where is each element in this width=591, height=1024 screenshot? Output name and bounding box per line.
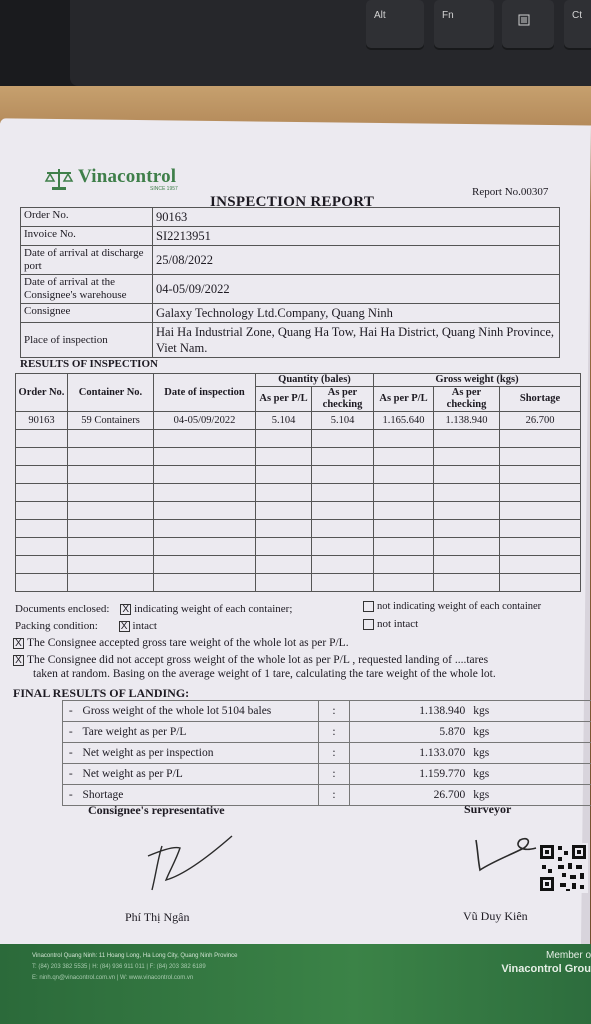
final-label: Tare weight as per P/L: [79, 722, 319, 743]
final-value: 1.159.770: [349, 764, 469, 785]
inspection-results-table: [15, 373, 581, 592]
final-label: Net weight as per inspection: [79, 743, 319, 764]
cell-qty-checking: 5.104: [312, 412, 374, 430]
final-dash: -: [63, 722, 79, 743]
table-row-empty: [16, 484, 581, 502]
laptop-keyboard: [0, 0, 591, 92]
documents-enclosed-line: [15, 603, 292, 615]
info-row: [21, 246, 560, 275]
table-row-empty: [16, 466, 581, 484]
final-label: Gross weight of the whole lot 5104 bales: [79, 701, 319, 722]
table-row-empty: [16, 502, 581, 520]
documents-indicating-checkbox[interactable]: X: [120, 604, 131, 615]
packing-not-intact-line: [363, 618, 418, 630]
final-dash: -: [63, 701, 79, 722]
info-label: Date of arrival at the Consignee's warehouse: [21, 275, 153, 304]
ctrl-key: [564, 0, 591, 48]
col-shortage: Shortage: [500, 387, 581, 412]
consignee-not-accepted-checkbox[interactable]: X: [13, 655, 24, 666]
packing-condition-line: [15, 620, 157, 632]
consignee-not-accepted-line-2: [33, 668, 496, 680]
shipment-info-table: [20, 207, 560, 358]
col-gross-weight: Gross weight (kgs): [374, 374, 581, 387]
documents-not-indicating-line: [363, 601, 541, 612]
qr-code-icon: [538, 843, 588, 893]
table-row: [16, 412, 581, 430]
scale-logo-icon: [44, 166, 74, 192]
final-unit: kgs: [469, 722, 591, 743]
packing-not-intact-label: not intact: [377, 618, 419, 630]
documents-not-indicating-checkbox[interactable]: [363, 601, 374, 612]
info-value: Hai Ha Industrial Zone, Quang Ha Tow, Hai Ha District, Quang Ninh Province, Viet Nam.: [153, 323, 560, 358]
final-value: 5.870: [349, 722, 469, 743]
table-row-empty: [16, 574, 581, 592]
logo-wordmark: Vinacontrol: [78, 166, 177, 187]
vinacontrol-logo: [44, 166, 204, 196]
footer-member-of: Member o: [545, 950, 591, 961]
final-row: [63, 743, 591, 764]
final-colon: :: [319, 785, 349, 806]
footer-contacts: E: ninh.qn@vinacontrol.com.vn | W: www.vinacontrol.com.vn: [32, 975, 194, 981]
col-quantity: Quantity (bales): [256, 374, 374, 387]
table-row-empty: [16, 520, 581, 538]
final-unit: kgs: [469, 701, 591, 722]
col-container-no: Container No.: [68, 374, 154, 412]
packing-not-intact-checkbox[interactable]: [363, 619, 374, 630]
col-order-no: Order No.: [16, 374, 68, 412]
final-row: [63, 722, 591, 743]
info-row: [21, 227, 560, 246]
consignee-representative-label: Consignee's representative: [88, 803, 225, 817]
info-label: Date of arrival at discharge port: [21, 246, 153, 275]
info-row: [21, 275, 560, 304]
ctrl-key-label: Ct: [572, 10, 582, 21]
footer-phones: T: (84) 203 382 5535 | H: (84) 936 911 011 | F: (84) 203 382 6189: [32, 964, 206, 970]
final-dash: -: [63, 785, 79, 806]
consignee-accepted-checkbox[interactable]: X: [13, 638, 24, 649]
final-unit: kgs: [469, 785, 591, 806]
info-label: Invoice No.: [21, 227, 153, 246]
col-qty-checking: As per checking: [312, 387, 374, 412]
final-row: [63, 701, 591, 722]
info-value: SI2213951: [153, 227, 560, 246]
cell-gross-checking: 1.138.940: [434, 412, 500, 430]
info-label: Order No.: [21, 208, 153, 227]
final-value: 1.138.940: [349, 701, 469, 722]
documents-indicating-label: indicating weight of each container;: [134, 603, 293, 615]
info-value: 90163: [153, 208, 560, 227]
cell-date: 04-05/09/2022: [154, 412, 256, 430]
consignee-signature: [140, 826, 240, 896]
table-row-empty: [16, 556, 581, 574]
table-header-row: [16, 374, 581, 387]
footer-address: Vinacontrol Quang Ninh: 11 Hoang Long, Ha Long City, Quang Ninh Province: [32, 953, 238, 959]
col-gross-pl: As per P/L: [374, 387, 434, 412]
col-gross-checking: As per checking: [434, 387, 500, 412]
cell-shortage: 26.700: [500, 412, 581, 430]
final-unit: kgs: [469, 764, 591, 785]
final-unit: kgs: [469, 743, 591, 764]
packing-label: Packing condition:: [15, 620, 98, 632]
surveyor-name: Vũ Duy Kiên: [463, 909, 528, 923]
final-results-heading: FINAL RESULTS OF LANDING:: [13, 686, 190, 700]
info-row: [21, 208, 560, 227]
fn-key-label: Fn: [442, 10, 454, 21]
documents-label: Documents enclosed:: [15, 603, 110, 615]
info-row: [21, 323, 560, 358]
info-row: [21, 304, 560, 323]
final-colon: :: [319, 722, 349, 743]
documents-not-indicating-label: not indicating weight of each container: [377, 601, 542, 612]
cell-order-no: 90163: [16, 412, 68, 430]
cell-container-no: 59 Containers: [68, 412, 154, 430]
results-heading: RESULTS OF INSPECTION: [20, 358, 158, 370]
final-label: Shortage: [79, 785, 319, 806]
table-row-empty: [16, 430, 581, 448]
consignee-not-accepted-line: [13, 654, 488, 666]
consignee-not-accepted-text-2: taken at random. Basing on the average weight of 1 tare, calculating the tare weight of the whole lot.: [33, 668, 496, 680]
col-qty-pl: As per P/L: [256, 387, 312, 412]
consignee-not-accepted-text-1: The Consignee did not accept gross weight of the whole lot as per P/L , requested landing of ....tares: [27, 654, 489, 666]
info-value: Galaxy Technology Ltd.Company, Quang Ninh: [153, 304, 560, 323]
final-label: Net weight as per P/L: [79, 764, 319, 785]
table-row-empty: [16, 538, 581, 556]
info-label: Place of inspection: [21, 323, 153, 358]
logo-since: SINCE 1957: [150, 186, 178, 192]
menu-icon: [518, 14, 530, 26]
menu-key: [502, 0, 554, 48]
consignee-accepted-text: The Consignee accepted gross tare weight of the whole lot as per P/L.: [27, 637, 349, 649]
consignee-accepted-line: [13, 637, 349, 649]
cell-qty-pl: 5.104: [256, 412, 312, 430]
report-number: Report No.00307: [472, 186, 549, 198]
final-colon: :: [319, 743, 349, 764]
consignee-representative-name: Phí Thị Ngân: [125, 910, 190, 924]
info-label: Consignee: [21, 304, 153, 323]
packing-intact-checkbox[interactable]: X: [119, 621, 130, 632]
page-footer: [0, 944, 591, 1024]
document-title: INSPECTION REPORT: [210, 194, 375, 210]
alt-key-label: Alt: [374, 10, 386, 21]
final-value: 26.700: [349, 785, 469, 806]
final-colon: :: [319, 764, 349, 785]
final-dash: -: [63, 743, 79, 764]
table-row-empty: [16, 448, 581, 466]
footer-group-name: Vinacontrol Grou: [501, 963, 591, 975]
cell-gross-pl: 1.165.640: [374, 412, 434, 430]
fn-key: [434, 0, 494, 48]
final-dash: -: [63, 764, 79, 785]
alt-key: [366, 0, 424, 48]
info-value: 04-05/09/2022: [153, 275, 560, 304]
final-results-table: [62, 700, 591, 806]
final-colon: :: [319, 701, 349, 722]
final-value: 1.133.070: [349, 743, 469, 764]
packing-intact-label: intact: [132, 620, 157, 632]
col-date: Date of inspection: [154, 374, 256, 412]
info-value: 25/08/2022: [153, 246, 560, 275]
surveyor-label: Surveyor: [464, 802, 512, 816]
final-row: [63, 764, 591, 785]
